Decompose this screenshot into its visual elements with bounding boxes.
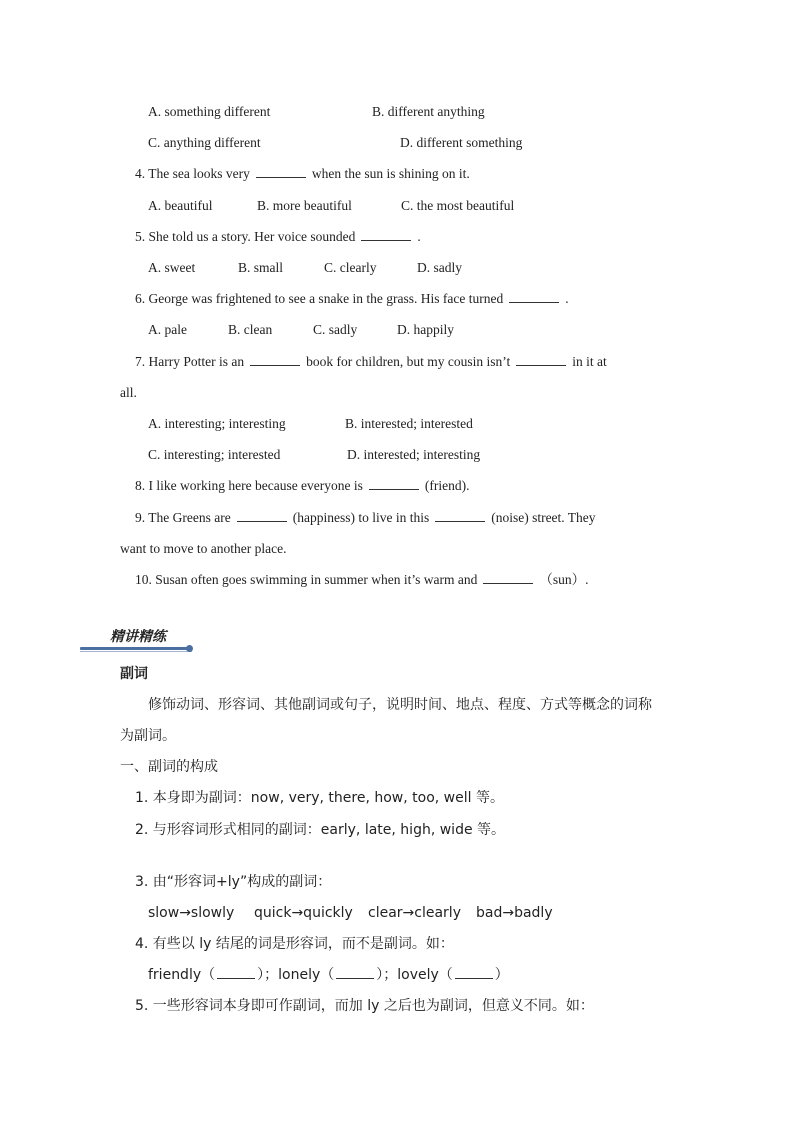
example-3: clear→clearly bbox=[368, 905, 461, 921]
answer-blank[interactable] bbox=[369, 477, 419, 490]
answer-blank[interactable] bbox=[336, 966, 374, 979]
question-8 bbox=[135, 477, 470, 495]
rule-item-2: 2. 与形容词形式相同的副词：early, late, high, wide 等。 bbox=[135, 822, 506, 838]
definition-line-2: 为副词。 bbox=[120, 728, 176, 744]
rule-item-4: 4. 有些以 ly 结尾的词是形容词，而不是副词。如： bbox=[135, 936, 454, 952]
section-underline-dot bbox=[186, 645, 193, 652]
question-4 bbox=[135, 165, 470, 183]
question-9 bbox=[135, 509, 596, 527]
answer-blank[interactable] bbox=[361, 228, 411, 241]
q7-option-c: C. interesting; interested bbox=[148, 447, 281, 462]
q5-option-c: C. clearly bbox=[324, 260, 377, 275]
question-6-text: 6. George was frightened to see a snake in the grass. His face turned bbox=[135, 291, 504, 306]
q4-option-c: C. the most beautiful bbox=[401, 198, 515, 213]
section-underline-thin bbox=[80, 651, 192, 652]
question-6 bbox=[135, 290, 569, 308]
q5-option-b: B. small bbox=[238, 260, 284, 275]
question-4-text: 4. The sea looks very bbox=[135, 166, 250, 181]
q7-option-a: A. interesting; interesting bbox=[148, 416, 286, 431]
question-9-text-mid: (happiness) to live in this bbox=[292, 510, 430, 525]
q4-option-b: B. more beautiful bbox=[257, 198, 352, 213]
example-2: quick→quickly bbox=[254, 905, 353, 921]
q4-option-a: A. beautiful bbox=[148, 198, 213, 213]
q6-option-d: D. happily bbox=[397, 322, 454, 337]
question-5-text-end: . bbox=[417, 229, 421, 244]
ly-word-friendly: friendly（ bbox=[148, 967, 216, 983]
ly-word-exercise bbox=[148, 966, 509, 984]
ly-word-close: ） bbox=[494, 967, 509, 983]
q7-option-b: B. interested; interested bbox=[345, 416, 473, 431]
question-5 bbox=[135, 228, 421, 246]
answer-blank[interactable] bbox=[455, 966, 493, 979]
topic-heading: 副词 bbox=[120, 666, 148, 682]
question-7-text-end: in it at bbox=[572, 354, 607, 369]
question-10-text-end: （sun）. bbox=[539, 572, 589, 587]
question-7-text-mid: book for children, but my cousin isn’t bbox=[306, 354, 511, 369]
question-7 bbox=[135, 353, 607, 371]
rule-item-5: 5. 一些形容词本身即可作副词，而加 ly 之后也为副词，但意义不同。如： bbox=[135, 998, 594, 1014]
question-4-text-end: when the sun is shining on it. bbox=[311, 166, 470, 181]
q3-option-c: C. anything different bbox=[148, 135, 261, 150]
answer-blank[interactable] bbox=[516, 353, 566, 366]
definition-line-1: 修饰动词、形容词、其他副词或句子，说明时间、地点、程度、方式等概念的词称 bbox=[148, 697, 652, 713]
q3-option-d: D. different something bbox=[400, 135, 523, 150]
question-7-continuation: all. bbox=[120, 385, 137, 400]
part-heading: 一、副词的构成 bbox=[120, 759, 218, 775]
rule-item-3: 3. 由“形容词+ly”构成的副词： bbox=[135, 874, 332, 890]
question-8-text-end: (friend). bbox=[424, 478, 470, 493]
ly-word-lonely: ）；lonely（ bbox=[257, 967, 335, 983]
rule-item-1: 1. 本身即为副词：now, very, there, how, too, well 等。 bbox=[135, 790, 504, 806]
question-7-text: 7. Harry Potter is an bbox=[135, 354, 245, 369]
example-4: bad→badly bbox=[476, 905, 553, 921]
q6-option-c: C. sadly bbox=[313, 322, 358, 337]
q7-option-d: D. interested; interesting bbox=[347, 447, 481, 462]
answer-blank[interactable] bbox=[483, 571, 533, 584]
question-9-text-end: (noise) street. They bbox=[491, 510, 596, 525]
question-6-text-end: . bbox=[565, 291, 569, 306]
answer-blank[interactable] bbox=[509, 290, 559, 303]
example-1: slow→slowly bbox=[148, 905, 235, 921]
q6-option-a: A. pale bbox=[148, 322, 187, 337]
section-title: 精讲精练 bbox=[110, 629, 166, 645]
q5-option-a: A. sweet bbox=[148, 260, 196, 275]
question-5-text: 5. She told us a story. Her voice sounded bbox=[135, 229, 356, 244]
q3-option-a: A. something different bbox=[148, 104, 271, 119]
question-8-text: 8. I like working here because everyone is bbox=[135, 478, 363, 493]
answer-blank[interactable] bbox=[217, 966, 255, 979]
question-9-continuation: want to move to another place. bbox=[120, 541, 287, 556]
answer-blank[interactable] bbox=[250, 353, 300, 366]
answer-blank[interactable] bbox=[237, 509, 287, 522]
ly-word-lovely: ）；lovely（ bbox=[376, 967, 453, 983]
question-10 bbox=[135, 571, 588, 589]
q3-option-b: B. different anything bbox=[372, 104, 485, 119]
question-10-text: 10. Susan often goes swimming in summer when it’s warm and bbox=[135, 572, 478, 587]
q6-option-b: B. clean bbox=[228, 322, 273, 337]
answer-blank[interactable] bbox=[435, 509, 485, 522]
q5-option-d: D. sadly bbox=[417, 260, 462, 275]
answer-blank[interactable] bbox=[256, 165, 306, 178]
question-9-text: 9. The Greens are bbox=[135, 510, 231, 525]
section-underline bbox=[80, 647, 192, 650]
